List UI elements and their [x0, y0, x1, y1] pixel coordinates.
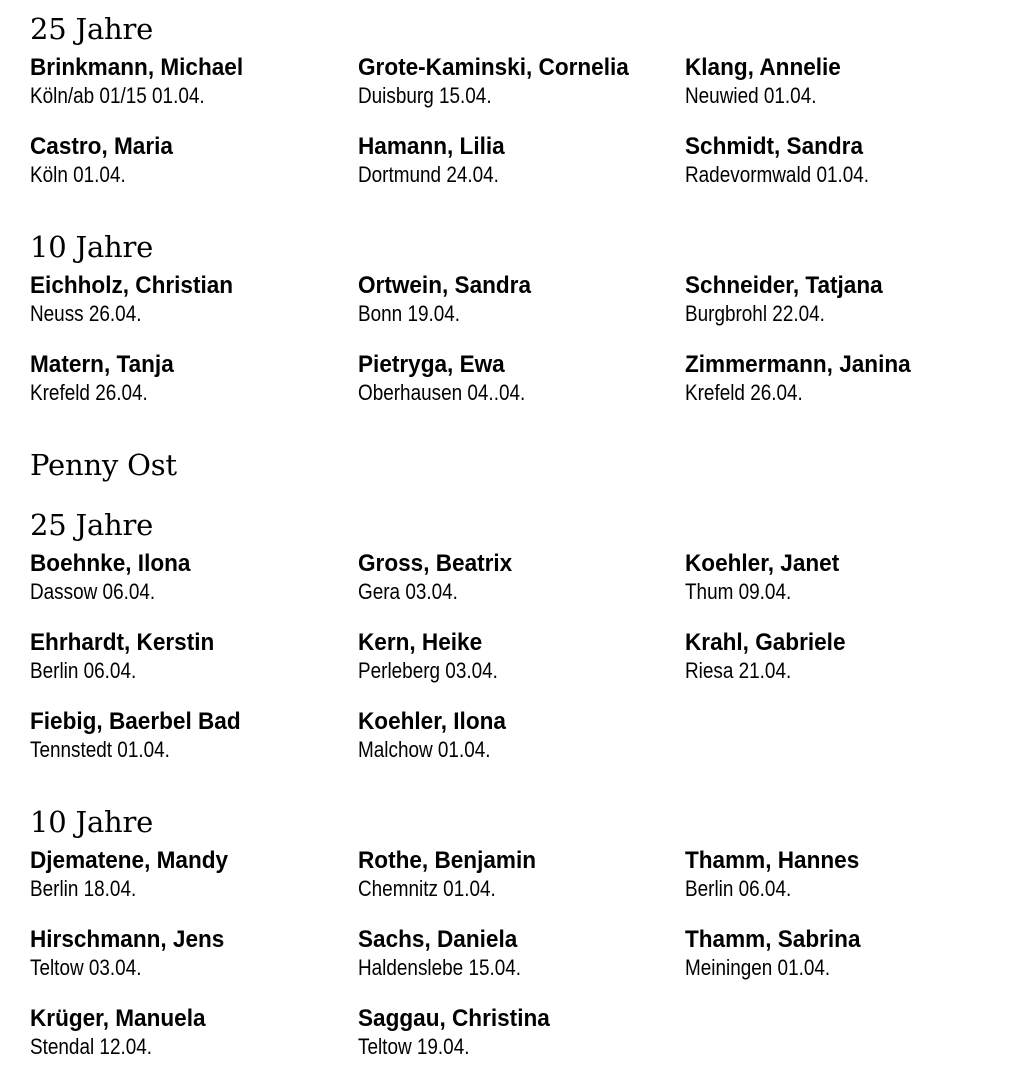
employee-name: Krahl, Gabriele — [685, 629, 846, 656]
employee-name: Pietryga, Ewa — [358, 351, 505, 378]
list-item — [358, 926, 678, 982]
employee-name: Thamm, Sabrina — [685, 926, 861, 953]
employee-detail: Perleberg 03.04. — [358, 658, 498, 683]
list-item — [30, 708, 350, 764]
list-item — [30, 550, 350, 606]
employee-name: Saggau, Christina — [358, 1005, 550, 1032]
list-item — [685, 54, 1005, 110]
employee-detail: Tennstedt 01.04. — [30, 737, 170, 762]
employee-name: Schneider, Tatjana — [685, 272, 883, 299]
list-item — [685, 629, 1005, 685]
employee-detail: Neuss 26.04. — [30, 301, 142, 326]
list-item — [358, 54, 678, 110]
employee-detail: Oberhausen 04..04. — [358, 380, 526, 405]
list-item — [685, 926, 1005, 982]
employee-detail: Riesa 21.04. — [685, 658, 792, 683]
employee-name: Ehrhardt, Kerstin — [30, 629, 215, 656]
list-item — [685, 272, 1005, 328]
employee-detail: Berlin 06.04. — [30, 658, 137, 683]
list-item — [30, 133, 350, 189]
employee-name: Matern, Tanja — [30, 351, 174, 378]
section-heading-10-jahre: 10 Jahre — [30, 230, 154, 264]
employee-detail: Köln/ab 01/15 01.04. — [30, 83, 205, 108]
employee-detail: Duisburg 15.04. — [358, 83, 492, 108]
list-item — [358, 1005, 678, 1061]
employee-name: Sachs, Daniela — [358, 926, 518, 953]
employee-name: Hamann, Lilia — [358, 133, 505, 160]
list-item — [685, 847, 1005, 903]
list-item — [358, 629, 678, 685]
list-item — [30, 1005, 350, 1061]
employee-name: Koehler, Janet — [685, 550, 840, 577]
list-item — [358, 272, 678, 328]
employee-name: Ortwein, Sandra — [358, 272, 532, 299]
employee-detail: Berlin 06.04. — [685, 876, 792, 901]
section-heading-25-jahre: 25 Jahre — [30, 508, 154, 542]
list-item — [358, 550, 678, 606]
employee-detail: Dassow 06.04. — [30, 579, 156, 604]
employee-detail: Bonn 19.04. — [358, 301, 461, 326]
list-item — [685, 133, 1005, 189]
employee-name: Brinkmann, Michael — [30, 54, 244, 81]
employee-name: Schmidt, Sandra — [685, 133, 864, 160]
employee-name: Thamm, Hannes — [685, 847, 860, 874]
employee-name: Eichholz, Christian — [30, 272, 234, 299]
section-heading-10-jahre: 10 Jahre — [30, 805, 154, 839]
list-item — [30, 847, 350, 903]
list-item — [358, 708, 678, 764]
employee-name: Hirschmann, Jens — [30, 926, 225, 953]
employee-detail: Burgbrohl 22.04. — [685, 301, 825, 326]
list-item — [30, 54, 350, 110]
employee-name: Rothe, Benjamin — [358, 847, 536, 874]
employee-detail: Köln 01.04. — [30, 162, 126, 187]
employee-detail: Berlin 18.04. — [30, 876, 137, 901]
employee-name: Koehler, Ilona — [358, 708, 506, 735]
section-heading-25-jahre: 25 Jahre — [30, 12, 154, 46]
list-item — [358, 351, 678, 407]
list-item — [358, 133, 678, 189]
employee-detail: Krefeld 26.04. — [30, 380, 148, 405]
employee-name: Boehnke, Ilona — [30, 550, 191, 577]
employee-name: Fiebig, Baerbel Bad — [30, 708, 241, 735]
region-heading-penny-ost: Penny Ost — [30, 448, 177, 482]
list-item — [358, 847, 678, 903]
employee-detail: Thum 09.04. — [685, 579, 792, 604]
list-item — [30, 272, 350, 328]
employee-detail: Teltow 03.04. — [30, 955, 142, 980]
employee-detail: Stendal 12.04. — [30, 1034, 153, 1059]
employee-name: Krüger, Manuela — [30, 1005, 206, 1032]
employee-detail: Chemnitz 01.04. — [358, 876, 496, 901]
employee-detail: Krefeld 26.04. — [685, 380, 803, 405]
employee-name: Klang, Annelie — [685, 54, 841, 81]
list-item — [30, 629, 350, 685]
employee-detail: Haldenslebe 15.04. — [358, 955, 522, 980]
employee-detail: Gera 03.04. — [358, 579, 458, 604]
list-item — [685, 550, 1005, 606]
employee-detail: Dortmund 24.04. — [358, 162, 499, 187]
employee-name: Zimmermann, Janina — [685, 351, 911, 378]
list-item — [30, 926, 350, 982]
employee-detail: Meiningen 01.04. — [685, 955, 831, 980]
list-item — [30, 351, 350, 407]
employee-name: Gross, Beatrix — [358, 550, 513, 577]
employee-detail: Malchow 01.04. — [358, 737, 491, 762]
list-item — [685, 351, 1005, 407]
employee-name: Castro, Maria — [30, 133, 173, 160]
employee-name: Grote-Kaminski, Cornelia — [358, 54, 629, 81]
employee-name: Djematene, Mandy — [30, 847, 229, 874]
employee-detail: Neuwied 01.04. — [685, 83, 817, 108]
employee-detail: Teltow 19.04. — [358, 1034, 470, 1059]
employee-detail: Radevormwald 01.04. — [685, 162, 870, 187]
employee-name: Kern, Heike — [358, 629, 483, 656]
